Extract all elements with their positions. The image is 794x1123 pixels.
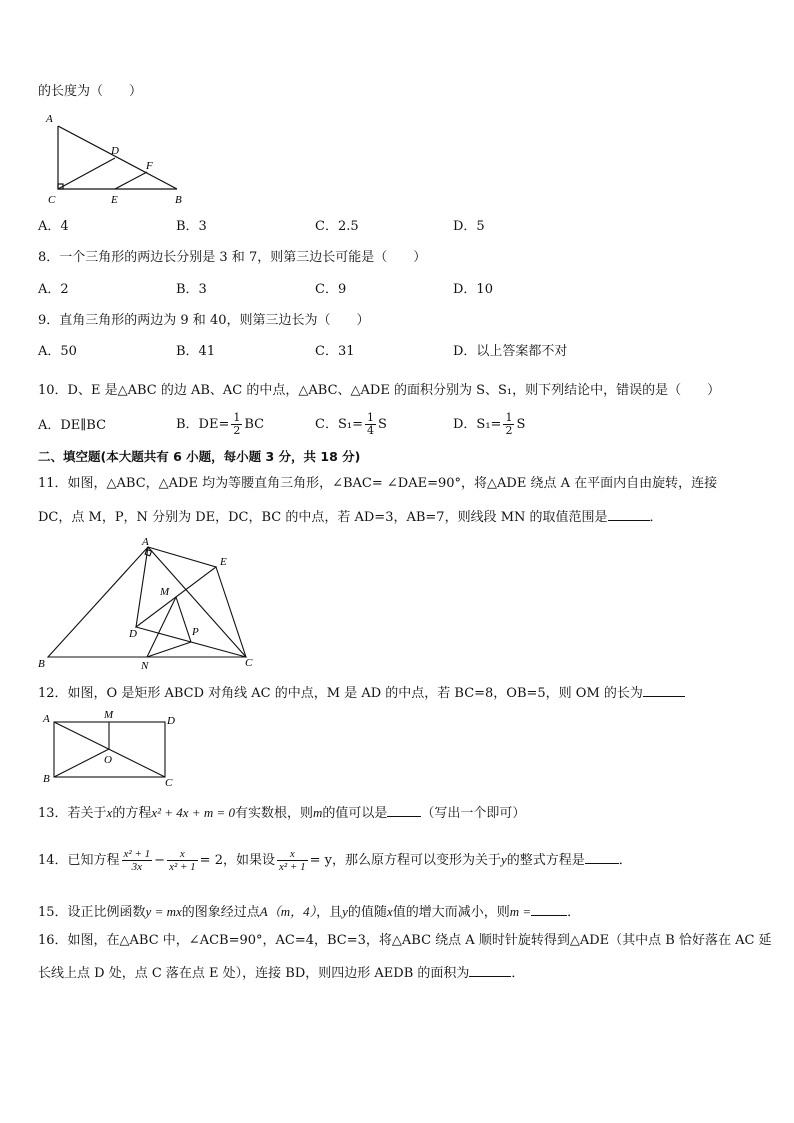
q12-label-m: M (104, 709, 114, 721)
q16-stem-line1: 16．如图，在△ABC 中，∠ACB=90°，AC=4，BC=3，将△ABC 绕点 A 顺时针旋转得到△ADE（其中点 B 恰好落在 AC 延 (38, 933, 772, 948)
q10-option-a[interactable]: A．DE∥BC (38, 418, 107, 433)
q15-var-m: m = (509, 904, 532, 919)
q14-post: 的整式方程是 (506, 853, 585, 868)
q10-option-c-num: 1 (366, 411, 374, 424)
q8-option-c[interactable]: C．9 (315, 282, 347, 297)
q14-end: ． (618, 853, 632, 868)
q8-option-a[interactable]: A．2 (38, 282, 69, 297)
q15-answer-blank[interactable] (531, 903, 567, 916)
q10-option-c[interactable] (315, 409, 387, 441)
q10-option-c-fraction (365, 412, 376, 437)
q11-label-c: C (245, 657, 253, 669)
q13-var-m: m (313, 805, 323, 820)
q14-f2-num: x (167, 848, 198, 861)
q15-mid4: 值的增大而减小，则 (392, 905, 510, 920)
q15-mid: 的图象经过点 (181, 905, 260, 920)
q7-option-c[interactable]: C．2.5 (315, 219, 359, 234)
q12-label-d: D (167, 715, 175, 727)
q13-equation: x² + 4x + m = 0 (151, 805, 235, 820)
q12-label-o: O (104, 754, 112, 766)
q8-stem: 8．一个三角形的两边长分别是 3 和 7，则第三边长可能是（ ） (38, 250, 427, 265)
q14-stem (38, 843, 632, 878)
q7-label-a: A (46, 113, 53, 125)
q11-figure (30, 535, 270, 670)
q13-answer-blank[interactable] (387, 804, 421, 817)
q16-stem-end: ． (511, 966, 525, 981)
q14-f3-den: x² + 1 (278, 861, 306, 873)
q11-label-m: M (160, 586, 170, 598)
q7-figure (40, 112, 190, 207)
q15-mid3: 的值随 (347, 905, 387, 920)
q14-fraction-2 (167, 848, 198, 873)
q16-answer-blank[interactable] (469, 964, 511, 977)
q14-f1-num: x² + 1 (123, 848, 151, 860)
q12-answer-blank[interactable] (643, 684, 685, 697)
q13-mid2: 有实数根，则 (235, 806, 314, 821)
q10-option-d[interactable] (453, 409, 525, 441)
q12-label-a: A (43, 713, 50, 725)
q15-var-x: x (386, 904, 393, 919)
q10-option-d-den: 2 (505, 424, 513, 437)
q15-pre: 15．设正比例函数 (38, 905, 146, 920)
q15-mid2: ，且 (316, 905, 343, 920)
q13-post: 的值可以是 (322, 806, 388, 821)
q9-option-d[interactable]: D．以上答案都不对 (453, 344, 568, 359)
q10-option-b[interactable] (176, 409, 264, 441)
q11-label-e: E (220, 556, 227, 568)
q12-stem (38, 684, 685, 702)
q12-figure (38, 708, 188, 790)
q14-f3-num: x (277, 848, 308, 861)
q10-option-b-post: BC (244, 417, 265, 432)
q7-label-b: B (175, 194, 182, 206)
q11-stem-line1: 11．如图，△ABC，△ADE 均为等腰直角三角形，∠BAC= ∠DAE=90°，将△ADE 绕点 A 在平面内自由旋转，连接 (38, 476, 718, 491)
q14-fraction-1 (122, 848, 153, 873)
q7-option-d[interactable]: D．5 (453, 219, 485, 234)
q11-label-b: B (38, 658, 45, 670)
q12-label-c: C (165, 777, 173, 789)
q10-option-d-post: S (516, 417, 526, 432)
q15-point: A（m，4） (259, 904, 317, 919)
q9-option-b[interactable]: B．41 (176, 344, 216, 359)
q7-option-b[interactable]: B．3 (176, 219, 207, 234)
q11-stem-end: ． (649, 510, 663, 525)
q11-stem-line2-text: DC，点 M，P，N 分别为 DE，DC，BC 的中点，若 AD=3，AB=7，则线段 MN 的取值范围是 (38, 510, 608, 525)
q11-label-d: D (129, 628, 137, 640)
q13-stem (38, 804, 525, 822)
q13-var-x: x (106, 805, 113, 820)
q8-option-b[interactable]: B．3 (176, 282, 207, 297)
q14-eq2: = 2，如果设 (199, 853, 275, 868)
q11-label-p: P (192, 626, 199, 638)
q11-stem-line2 (38, 508, 663, 526)
q14-eqy: = y，那么原方程可以变形为关于 (309, 853, 501, 868)
q14-var-y: y (500, 852, 507, 867)
q13-pre: 13．若关于 (38, 806, 107, 821)
q11-answer-blank[interactable] (608, 508, 650, 521)
q13-mid: 的方程 (112, 806, 152, 821)
q10-option-d-num: 1 (505, 411, 513, 424)
q14-f1-den: 3x (131, 861, 143, 873)
q14-fraction-3 (277, 848, 308, 873)
q14-answer-blank[interactable] (585, 851, 619, 864)
q11-label-n: N (141, 660, 149, 670)
q9-stem: 9．直角三角形的两边为 9 和 40，则第三边长为（ ） (38, 313, 370, 328)
q10-option-b-pre: B．DE= (176, 417, 230, 432)
q15-stem (38, 903, 580, 921)
q7-label-c: C (48, 194, 56, 206)
q9-option-a[interactable]: A．50 (38, 344, 77, 359)
q10-option-c-post: S (377, 417, 387, 432)
q7-label-e: E (111, 194, 118, 206)
q7-option-a[interactable]: A．4 (38, 219, 69, 234)
q14-pre: 14．已知方程 (38, 853, 120, 868)
q14-f2-den: x² + 1 (169, 861, 196, 873)
q15-function: y = mx (145, 904, 182, 919)
q16-stem-line2-text: 长线上点 D 处，点 C 落在点 E 处），连接 BD，则四边形 AEDB 的面积为 (38, 966, 470, 981)
q15-end: ． (567, 905, 581, 920)
q11-label-a: A (142, 536, 149, 548)
q7-label-d: D (111, 145, 119, 157)
q10-option-b-fraction (231, 412, 242, 437)
q13-tail: （写出一个即可） (421, 806, 526, 821)
q12-stem-text: 12．如图，O 是矩形 ABCD 对角线 AC 的中点，M 是 AD 的中点，若 BC=8，OB=5，则 OM 的长为 (38, 686, 643, 701)
q12-label-b: B (43, 773, 50, 785)
q10-option-b-den: 2 (233, 424, 241, 437)
q10-option-d-pre: D．S₁= (453, 417, 502, 432)
q10-stem: 10．D、E 是△ABC 的边 AB、AC 的中点，△ABC、△ADE 的面积分别为 S、S₁，则下列结论中，错误的是（ ） (38, 383, 721, 398)
q10-option-c-pre: C．S₁= (315, 417, 363, 432)
q14-minus: − (154, 853, 166, 868)
q15-var-y: y (342, 904, 348, 919)
section-2-heading: 二、填空题(本大题共有 6 小题，每小题 3 分，共 18 分) (38, 449, 361, 464)
q10-option-c-den: 4 (366, 424, 374, 437)
q16-stem-line2 (38, 964, 524, 982)
q10-option-b-num: 1 (233, 411, 241, 424)
q7-stem-tail: 的长度为（ ） (38, 84, 143, 99)
q7-label-f: F (146, 160, 153, 172)
q9-option-c[interactable]: C．31 (315, 344, 355, 359)
q8-option-d[interactable]: D．10 (453, 282, 493, 297)
q10-option-d-fraction (503, 412, 514, 437)
